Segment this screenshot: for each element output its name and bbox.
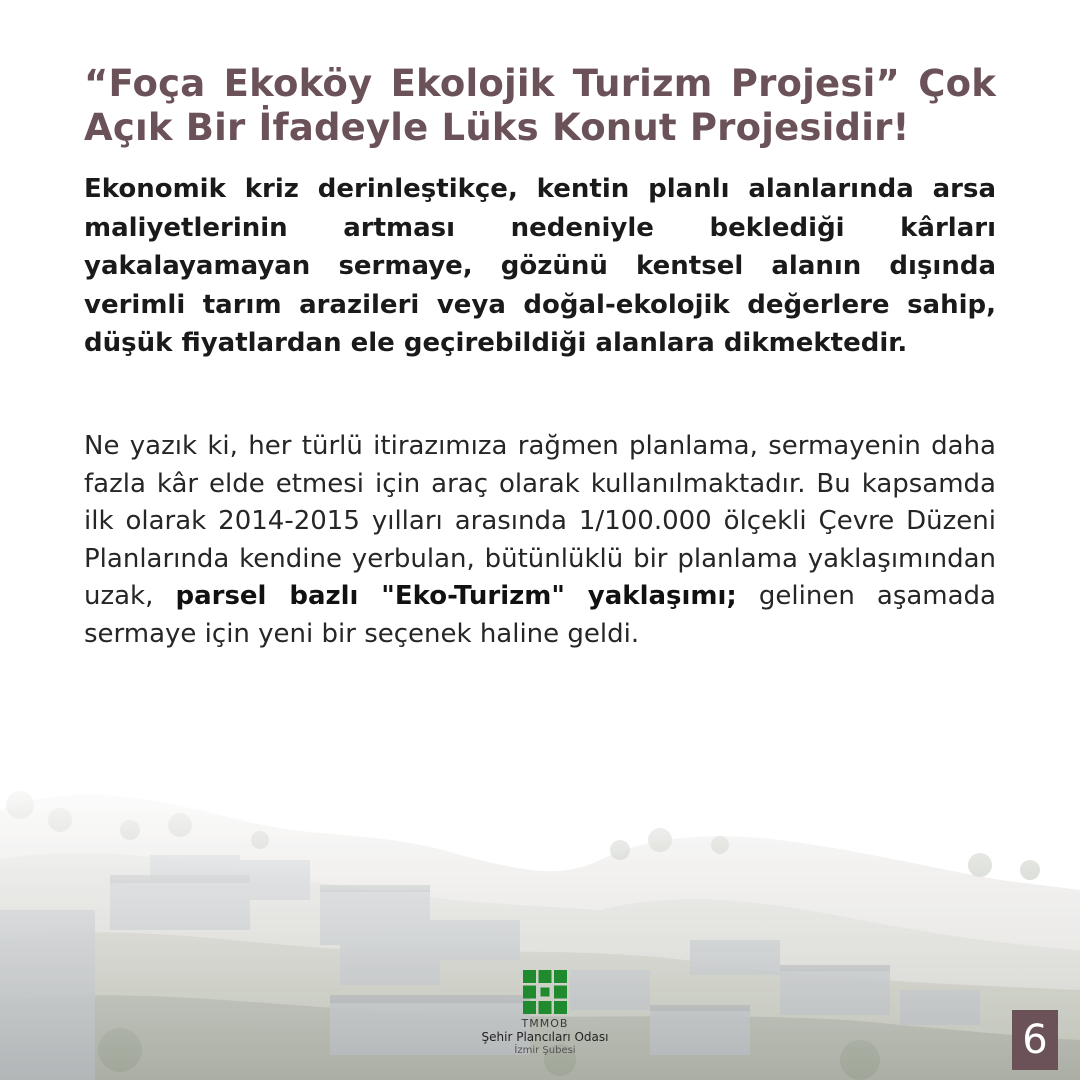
lead-paragraph: Ekonomik kriz derinleştikçe, kentin planlı alanlarında arsa maliyetlerinin artması nedeniyle beklediği kârları yakalayamayan sermaye, gözünü kentsel alanın dışında verimli tarım arazileri veya doğal-ekolojik değerlere sahip, düşük fiyatlardan ele geçirebildiği alanlara dikmektedir.: [84, 174, 996, 358]
logo-branch-name: İzmir Şubesi: [514, 1045, 576, 1056]
logo-org-name: TMMOB: [521, 1017, 569, 1030]
logo-grid-icon: [523, 970, 567, 1014]
body-text-part2: gelinen aşamada sermaye için yeni bir seçenek haline geldi.: [84, 581, 996, 649]
body-emphasis: parsel bazlı "Eko-Turizm" yaklaşımı;: [175, 581, 737, 611]
tmmob-logo: [470, 970, 620, 1057]
page-title: “Foça Ekoköy Ekolojik Turizm Projesi” Çok Açık Bir İfadeyle Lüks Konut Projesidir!: [84, 62, 996, 149]
body-text-part1: Ne yazık ki, her türlü itirazımıza rağmen planlama, sermayenin daha fazla kâr elde etmesi için araç olarak kullanılmaktadır. Bu kapsamda ilk olarak 2014-2015 yılları arasında 1/100.000 ölçekli Çevre Düzeni Planlarında kendine yerbulan, bütünlüklü bir planlama yaklaşımından uzak,: [84, 431, 996, 611]
logo-chamber-name: Şehir Plancıları Odası: [481, 1030, 609, 1044]
body-paragraph: [84, 428, 996, 653]
page-number-badge: 6: [1012, 1010, 1058, 1070]
